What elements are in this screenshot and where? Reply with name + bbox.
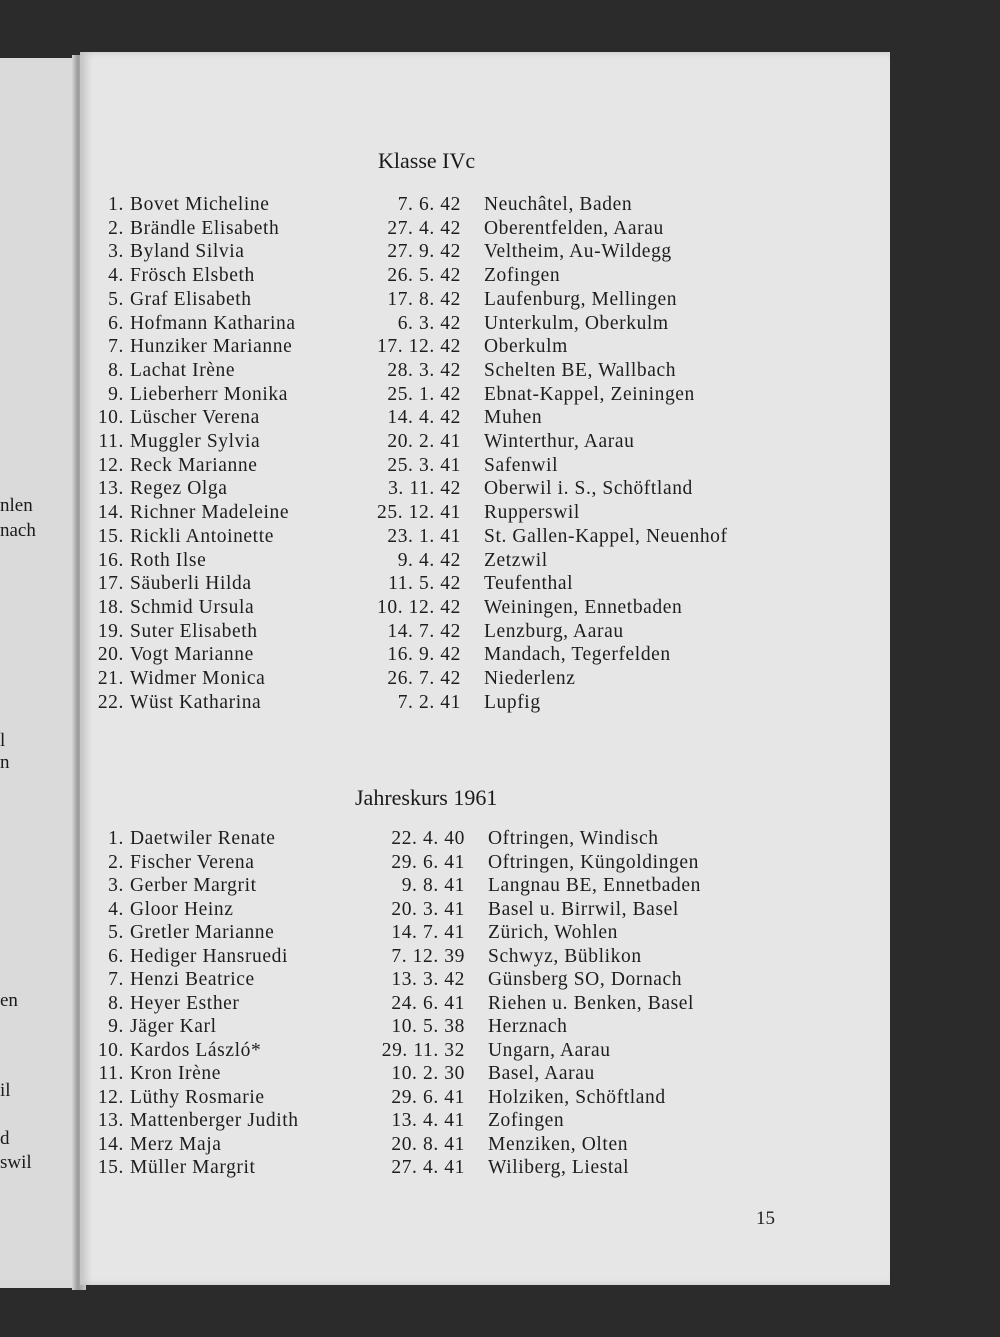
hometown: Lupfig [484, 691, 541, 713]
entry-number: 17. [97, 573, 124, 595]
hometown: Basel u. Birrwil, Basel [488, 898, 679, 920]
student-name: Bovet Micheline [130, 194, 270, 215]
birth-date: 25. 1. 42 [387, 383, 461, 405]
birth-date: 11. 5. 42 [388, 573, 461, 595]
student-name: Hunziker Marianne [130, 336, 293, 358]
list-item [80, 265, 880, 289]
student-name: Wüst Katharina [130, 691, 262, 713]
birth-date: 23. 1. 41 [387, 525, 461, 547]
list-item [80, 922, 880, 946]
list-item [80, 969, 880, 993]
facing-page-fragment: nach [0, 520, 36, 541]
hometown: Holziken, Schöftland [488, 1086, 666, 1108]
entry-number: 13. [97, 1110, 124, 1131]
list-item [80, 1087, 880, 1111]
entry-number: 11. [98, 431, 124, 452]
entry-number: 7. [108, 336, 124, 358]
list-item [80, 407, 880, 431]
list-item [80, 384, 880, 408]
list-item [80, 692, 880, 716]
student-name: Lüscher Verena [130, 407, 260, 429]
list-item [80, 526, 880, 550]
entry-number: 11. [98, 1063, 124, 1084]
student-name: Widmer Monica [130, 668, 266, 689]
facing-page-fragment: swil [0, 1152, 32, 1173]
entry-number: 4. [108, 265, 124, 287]
list-item [80, 241, 880, 265]
student-name: Mattenberger Judith [130, 1110, 299, 1131]
hometown: Menziken, Olten [488, 1133, 629, 1155]
entry-number: 9. [108, 1016, 124, 1037]
entry-number: 8. [108, 992, 124, 1014]
list-item [80, 289, 880, 313]
student-name: Frösch Elsbeth [130, 265, 255, 287]
hometown: Muhen [484, 407, 543, 429]
birth-date: 20. 3. 41 [391, 898, 465, 920]
list-item [80, 1040, 880, 1064]
entry-number: 2. [108, 851, 124, 873]
entry-number: 3. [108, 241, 124, 263]
list-item [80, 573, 880, 597]
entry-number: 10. [97, 407, 124, 429]
birth-date: 25. 12. 41 [377, 502, 461, 524]
list-item [80, 668, 880, 692]
page-number: 15 [756, 1208, 775, 1229]
student-name: Daetwiler Renate [130, 828, 276, 849]
hometown: Rupperswil [484, 502, 580, 524]
student-name: Byland Silvia [130, 241, 245, 263]
birth-date: 27. 4. 41 [391, 1157, 465, 1178]
hometown: Riehen u. Benken, Basel [488, 992, 695, 1014]
student-name: Jäger Karl [130, 1016, 217, 1037]
facing-page-fragment: d [0, 1128, 10, 1149]
birth-date: 6. 3. 42 [397, 312, 461, 334]
hometown: Zürich, Wohlen [488, 922, 618, 943]
birth-date: 22. 4. 40 [391, 828, 465, 849]
birth-date: 3. 11. 42 [388, 478, 461, 500]
hometown: Zofingen [488, 1110, 565, 1131]
student-name: Kardos László* [130, 1039, 262, 1061]
entry-number: 14. [97, 1133, 124, 1155]
hometown: Ebnat-Kappel, Zeiningen [484, 383, 695, 405]
birth-date: 13. 4. 41 [391, 1110, 465, 1131]
birth-date: 26. 7. 42 [387, 668, 461, 689]
hometown: Schelten BE, Wallbach [484, 359, 677, 381]
birth-date: 26. 5. 42 [387, 265, 461, 287]
list-item [80, 1063, 880, 1087]
birth-date: 14. 7. 41 [391, 922, 465, 943]
student-name: Gloor Heinz [130, 898, 234, 920]
birth-date: 20. 8. 41 [391, 1133, 465, 1155]
birth-date: 10. 12. 42 [377, 596, 461, 618]
birth-date: 27. 9. 42 [387, 241, 461, 263]
student-name: Reck Marianne [130, 454, 258, 476]
list-item [80, 313, 880, 337]
birth-date: 29. 6. 41 [391, 1086, 465, 1108]
hometown: Schwyz, Büblikon [488, 945, 642, 967]
hometown: Oberentfelden, Aarau [484, 217, 664, 239]
student-name: Fischer Verena [130, 851, 255, 873]
hometown: Basel, Aarau [488, 1063, 595, 1084]
hometown: Wiliberg, Liestal [488, 1157, 630, 1178]
facing-page-fragment: en [0, 990, 18, 1011]
list-item [80, 478, 880, 502]
hometown: St. Gallen-Kappel, Neuenhof [484, 525, 728, 547]
hometown: Weiningen, Ennetbaden [484, 596, 683, 618]
entry-number: 10. [97, 1039, 124, 1061]
list-item [80, 336, 880, 360]
entry-number: 1. [108, 194, 124, 215]
student-name: Säuberli Hilda [130, 573, 252, 595]
student-name: Müller Margrit [130, 1157, 256, 1178]
entry-number: 3. [108, 875, 124, 896]
list-item [80, 1016, 880, 1040]
hometown: Zetzwil [484, 549, 548, 571]
birth-date: 20. 2. 41 [387, 431, 461, 452]
birth-date: 28. 3. 42 [387, 359, 461, 381]
entry-number: 21. [97, 668, 124, 689]
entry-number: 5. [108, 288, 124, 310]
hometown: Lenzburg, Aarau [484, 620, 624, 642]
list-item [80, 621, 880, 645]
hometown: Langnau BE, Ennetbaden [488, 875, 702, 896]
birth-date: 27. 4. 42 [387, 217, 461, 239]
birth-date: 9. 4. 42 [397, 549, 461, 571]
hometown: Ungarn, Aarau [488, 1039, 611, 1061]
entry-number: 9. [108, 383, 124, 405]
birth-date: 14. 7. 42 [387, 620, 461, 642]
section-title: Jahreskurs 1961 [355, 785, 498, 810]
hometown: Oftringen, Küngoldingen [488, 851, 699, 873]
list-item [80, 360, 880, 384]
list-item [80, 644, 880, 668]
student-name: Brändle Elisabeth [130, 217, 280, 239]
birth-date: 17. 12. 42 [377, 336, 461, 358]
entry-number: 13. [97, 478, 124, 500]
student-name: Lüthy Rosmarie [130, 1086, 265, 1108]
list-item [80, 899, 880, 923]
hometown: Zofingen [484, 265, 561, 287]
list-item [80, 455, 880, 479]
student-name: Regez Olga [130, 478, 228, 500]
student-name: Hediger Hansruedi [130, 945, 289, 967]
list-item [80, 1134, 880, 1158]
student-name: Graf Elisabeth [130, 288, 252, 310]
entry-number: 8. [108, 359, 124, 381]
entry-number: 19. [97, 620, 124, 642]
hometown: Oftringen, Windisch [488, 828, 659, 849]
student-name: Suter Elisabeth [130, 620, 258, 642]
hometown: Veltheim, Au-Wildegg [484, 241, 672, 263]
facing-page-fragment: l [0, 730, 6, 751]
hometown: Herznach [488, 1016, 568, 1037]
student-name: Lieberherr Monika [130, 383, 289, 405]
student-name: Rickli Antoinette [130, 525, 274, 547]
birth-date: 7. 6. 42 [397, 194, 461, 215]
birth-date: 14. 4. 42 [387, 407, 461, 429]
list-item [80, 431, 880, 455]
birth-date: 7. 12. 39 [391, 945, 465, 967]
entry-number: 2. [108, 217, 124, 239]
entry-number: 16. [97, 549, 124, 571]
birth-date: 9. 8. 41 [401, 875, 465, 896]
student-name: Merz Maja [130, 1133, 222, 1155]
entry-number: 6. [108, 945, 124, 967]
birth-date: 16. 9. 42 [387, 644, 461, 666]
entry-number: 7. [108, 969, 124, 990]
facing-page [0, 58, 78, 1288]
hometown: Günsberg SO, Dornach [488, 969, 683, 990]
entry-number: 15. [97, 1157, 124, 1178]
list-item [80, 597, 880, 621]
hometown: Oberkulm [484, 336, 568, 358]
list-item [80, 1110, 880, 1134]
hometown: Mandach, Tegerfelden [484, 644, 671, 666]
student-name: Roth Ilse [130, 549, 207, 571]
student-name: Muggler Sylvia [130, 431, 261, 452]
birth-date: 25. 3. 41 [387, 454, 461, 476]
entry-number: 15. [97, 525, 124, 547]
entry-number: 12. [97, 454, 124, 476]
hometown: Winterthur, Aarau [484, 431, 635, 452]
list-item [80, 946, 880, 970]
list-item [80, 828, 880, 852]
entry-number: 4. [108, 898, 124, 920]
hometown: Unterkulm, Oberkulm [484, 312, 669, 334]
list-item [80, 194, 880, 218]
facing-page-fragment: il [0, 1080, 11, 1101]
list-item [80, 550, 880, 574]
entry-number: 5. [108, 922, 124, 943]
student-name: Gerber Margrit [130, 875, 257, 896]
hometown: Neuchâtel, Baden [484, 194, 633, 215]
student-name: Vogt Marianne [130, 644, 254, 666]
hometown: Teufenthal [484, 573, 574, 595]
student-name: Gretler Marianne [130, 922, 275, 943]
birth-date: 13. 3. 42 [391, 969, 465, 990]
list-item [80, 875, 880, 899]
entry-number: 18. [97, 596, 124, 618]
student-name: Heyer Esther [130, 992, 240, 1014]
entry-number: 22. [97, 691, 124, 713]
student-name: Kron Irène [130, 1063, 221, 1084]
birth-date: 7. 2. 41 [397, 691, 461, 713]
birth-date: 24. 6. 41 [391, 992, 465, 1014]
entry-number: 1. [108, 828, 124, 849]
entry-number: 6. [108, 312, 124, 334]
hometown: Oberwil i. S., Schöftland [484, 478, 693, 500]
student-name: Henzi Beatrice [130, 969, 255, 990]
student-name: Lachat Irène [130, 359, 236, 381]
section-title: Klasse IVc [378, 148, 476, 173]
list-item [80, 502, 880, 526]
list-item [80, 1157, 880, 1181]
entry-number: 14. [97, 502, 124, 524]
facing-page-fragment: n [0, 752, 10, 773]
birth-date: 29. 11. 32 [381, 1039, 465, 1061]
birth-date: 10. 2. 30 [391, 1063, 465, 1084]
entry-number: 12. [97, 1086, 124, 1108]
hometown: Niederlenz [484, 668, 576, 689]
hometown: Safenwil [484, 454, 559, 476]
birth-date: 17. 8. 42 [387, 288, 461, 310]
facing-page-fragment: nlen [0, 495, 33, 516]
list-item [80, 993, 880, 1017]
document-page [80, 52, 890, 1285]
student-name: Hofmann Katharina [130, 312, 296, 334]
list-item [80, 852, 880, 876]
hometown: Laufenburg, Mellingen [484, 288, 678, 310]
entry-number: 20. [97, 644, 124, 666]
list-item [80, 218, 880, 242]
student-name: Schmid Ursula [130, 596, 255, 618]
birth-date: 10. 5. 38 [391, 1016, 465, 1037]
student-name: Richner Madeleine [130, 502, 290, 524]
birth-date: 29. 6. 41 [391, 851, 465, 873]
